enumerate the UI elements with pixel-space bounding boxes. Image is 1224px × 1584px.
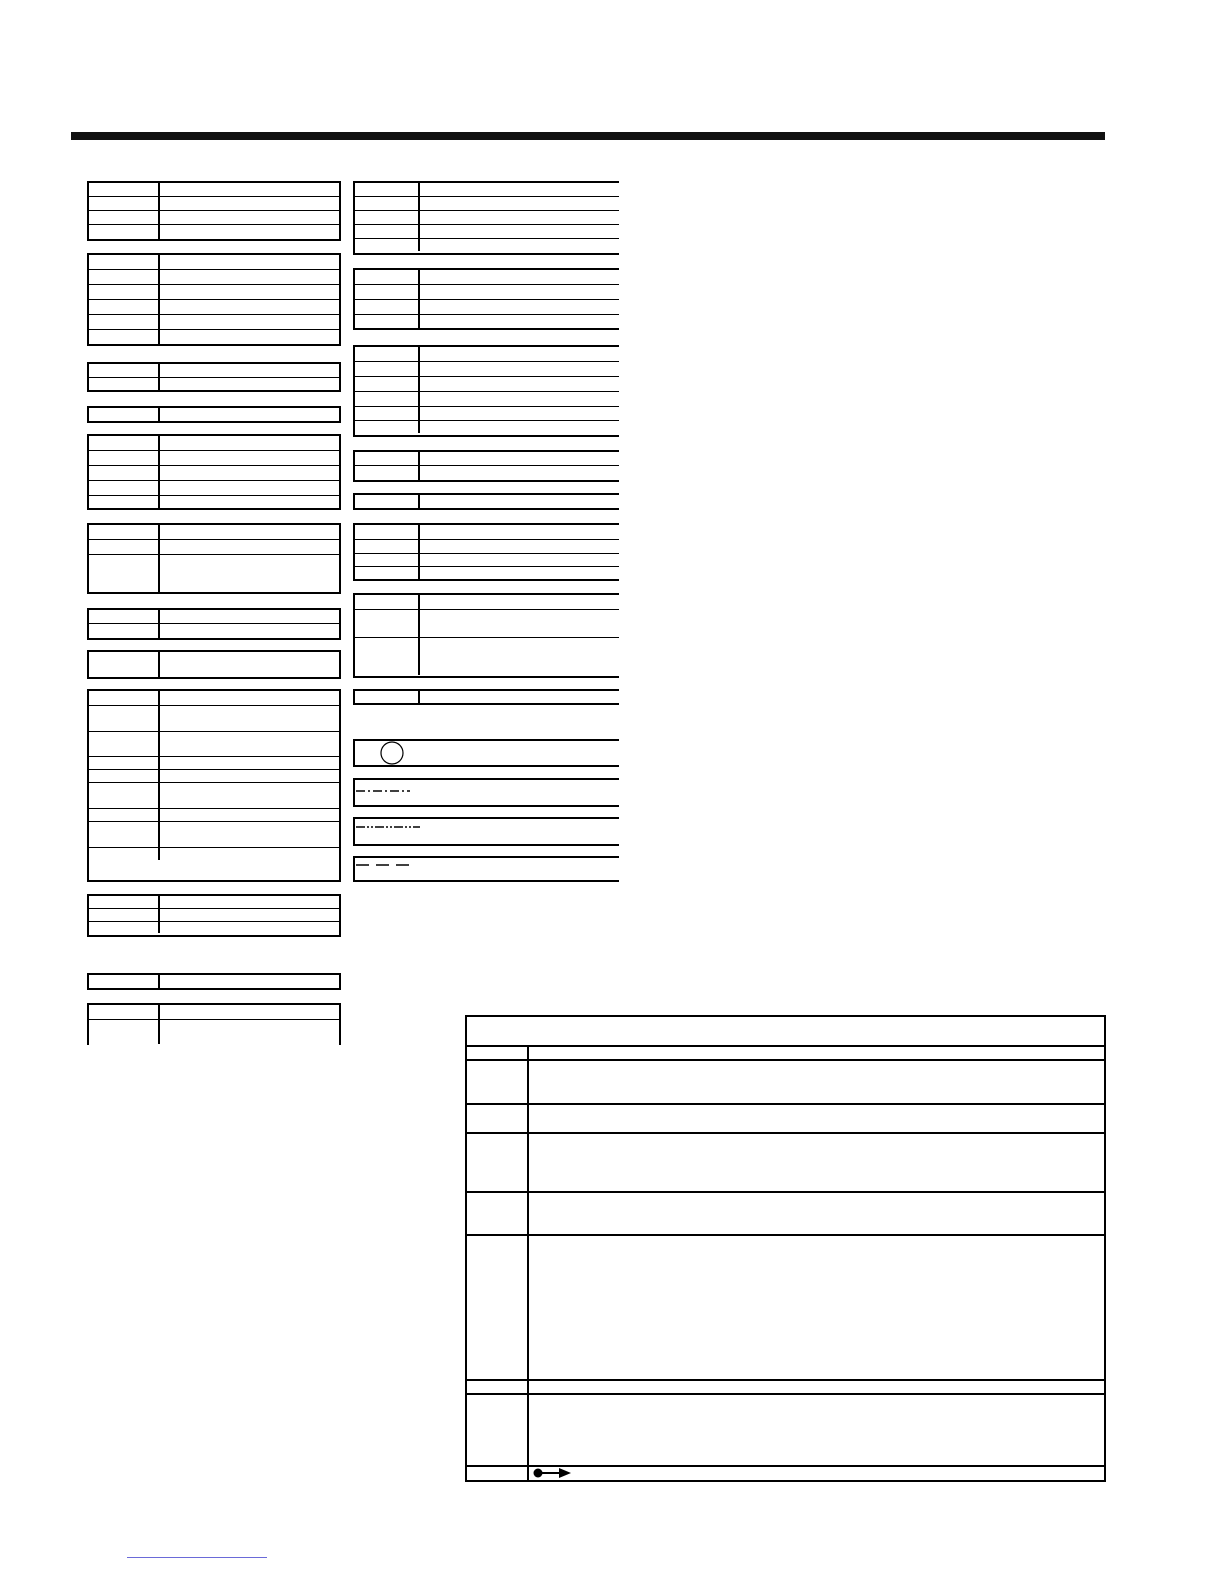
table-row bbox=[467, 1467, 1104, 1480]
table-row bbox=[89, 211, 339, 225]
table-row bbox=[355, 452, 619, 466]
table-row bbox=[89, 706, 339, 732]
table-row bbox=[89, 451, 339, 466]
table-row bbox=[467, 1134, 1104, 1193]
table-row bbox=[89, 732, 339, 757]
table-row bbox=[89, 466, 339, 481]
table-row bbox=[89, 1005, 339, 1020]
table-row bbox=[89, 809, 339, 822]
table-row bbox=[89, 975, 339, 988]
table-row bbox=[89, 270, 339, 285]
mid-table-5 bbox=[353, 493, 619, 510]
left-table-2 bbox=[87, 253, 341, 346]
table-row bbox=[355, 421, 619, 433]
left-table-11 bbox=[87, 973, 341, 990]
table-row bbox=[355, 211, 619, 225]
table-row bbox=[89, 225, 339, 239]
legend-dash-dot-line bbox=[353, 778, 619, 807]
left-table-9 bbox=[87, 689, 341, 882]
table-row bbox=[89, 300, 339, 315]
table-row bbox=[355, 495, 619, 508]
table-row bbox=[89, 822, 339, 848]
table-row bbox=[89, 408, 339, 421]
dot-arrow-icon bbox=[531, 1466, 575, 1480]
table-row bbox=[467, 1395, 1104, 1467]
mid-table-8 bbox=[353, 689, 619, 705]
table-row bbox=[355, 225, 619, 239]
footer-link-underline[interactable] bbox=[127, 1557, 267, 1558]
left-table-5 bbox=[87, 434, 341, 510]
table-row bbox=[355, 392, 619, 407]
table-row bbox=[89, 555, 339, 592]
legend-hidden-line bbox=[353, 856, 619, 882]
table-row bbox=[89, 783, 339, 809]
table-row bbox=[355, 466, 619, 480]
table-row bbox=[355, 407, 619, 421]
table-row bbox=[467, 1047, 1104, 1061]
table-row bbox=[89, 525, 339, 540]
table-row bbox=[89, 896, 339, 909]
mid-table-1 bbox=[353, 181, 619, 255]
page-header-rule bbox=[71, 132, 1105, 140]
table-row bbox=[355, 300, 619, 315]
table-row bbox=[89, 330, 339, 344]
table-row bbox=[89, 436, 339, 451]
left-table-10 bbox=[87, 894, 341, 937]
table-row bbox=[355, 595, 619, 610]
phantom-line-icon bbox=[356, 822, 426, 832]
mid-table-7 bbox=[353, 593, 619, 678]
table-row bbox=[467, 1105, 1104, 1134]
table-row bbox=[89, 757, 339, 770]
notes-table-title bbox=[467, 1017, 1104, 1047]
table-row bbox=[355, 239, 619, 251]
table-row bbox=[355, 315, 619, 328]
table-row bbox=[89, 285, 339, 300]
legend-circle-symbol bbox=[353, 739, 619, 767]
mid-table-4 bbox=[353, 450, 619, 482]
table-row bbox=[89, 909, 339, 922]
table-row bbox=[355, 197, 619, 211]
table-row bbox=[355, 554, 619, 567]
table-row bbox=[89, 255, 339, 270]
table-row bbox=[89, 183, 339, 197]
table-row bbox=[89, 610, 339, 624]
left-table-3 bbox=[87, 362, 341, 392]
left-table-7 bbox=[87, 608, 341, 640]
table-row bbox=[355, 362, 619, 377]
table-row bbox=[89, 1020, 339, 1044]
table-row bbox=[355, 691, 619, 703]
circle-icon bbox=[377, 741, 407, 767]
table-row bbox=[89, 652, 339, 677]
table-row bbox=[89, 315, 339, 330]
table-row bbox=[467, 1236, 1104, 1381]
table-row bbox=[89, 848, 339, 860]
table-row bbox=[89, 378, 339, 390]
table-row bbox=[355, 347, 619, 362]
table-row bbox=[467, 1381, 1104, 1395]
mid-table-3 bbox=[353, 345, 619, 437]
table-row bbox=[355, 638, 619, 675]
table-row bbox=[89, 691, 339, 706]
table-row bbox=[355, 610, 619, 638]
left-table-6 bbox=[87, 523, 341, 594]
table-row bbox=[89, 496, 339, 508]
table-row bbox=[89, 922, 339, 933]
table-row bbox=[467, 1061, 1104, 1105]
table-row bbox=[89, 197, 339, 211]
table-row bbox=[355, 183, 619, 197]
table-row bbox=[355, 377, 619, 392]
table-row bbox=[89, 481, 339, 496]
notes-table bbox=[465, 1015, 1106, 1482]
legend-phantom-line bbox=[353, 817, 619, 846]
table-row bbox=[89, 770, 339, 783]
table-row bbox=[89, 624, 339, 638]
hidden-line-icon bbox=[356, 860, 426, 870]
table-row bbox=[467, 1193, 1104, 1236]
table-row bbox=[89, 540, 339, 555]
table-row bbox=[355, 270, 619, 285]
dash-dot-line-icon bbox=[356, 786, 416, 796]
left-table-4 bbox=[87, 406, 341, 423]
mid-table-2 bbox=[353, 268, 619, 330]
table-row bbox=[355, 567, 619, 579]
mid-table-6 bbox=[353, 523, 619, 581]
left-table-1 bbox=[87, 181, 341, 241]
table-row bbox=[355, 285, 619, 300]
left-table-8 bbox=[87, 650, 341, 679]
left-table-12 bbox=[87, 1003, 341, 1045]
table-row bbox=[89, 364, 339, 378]
table-row bbox=[355, 540, 619, 554]
table-row bbox=[355, 525, 619, 540]
